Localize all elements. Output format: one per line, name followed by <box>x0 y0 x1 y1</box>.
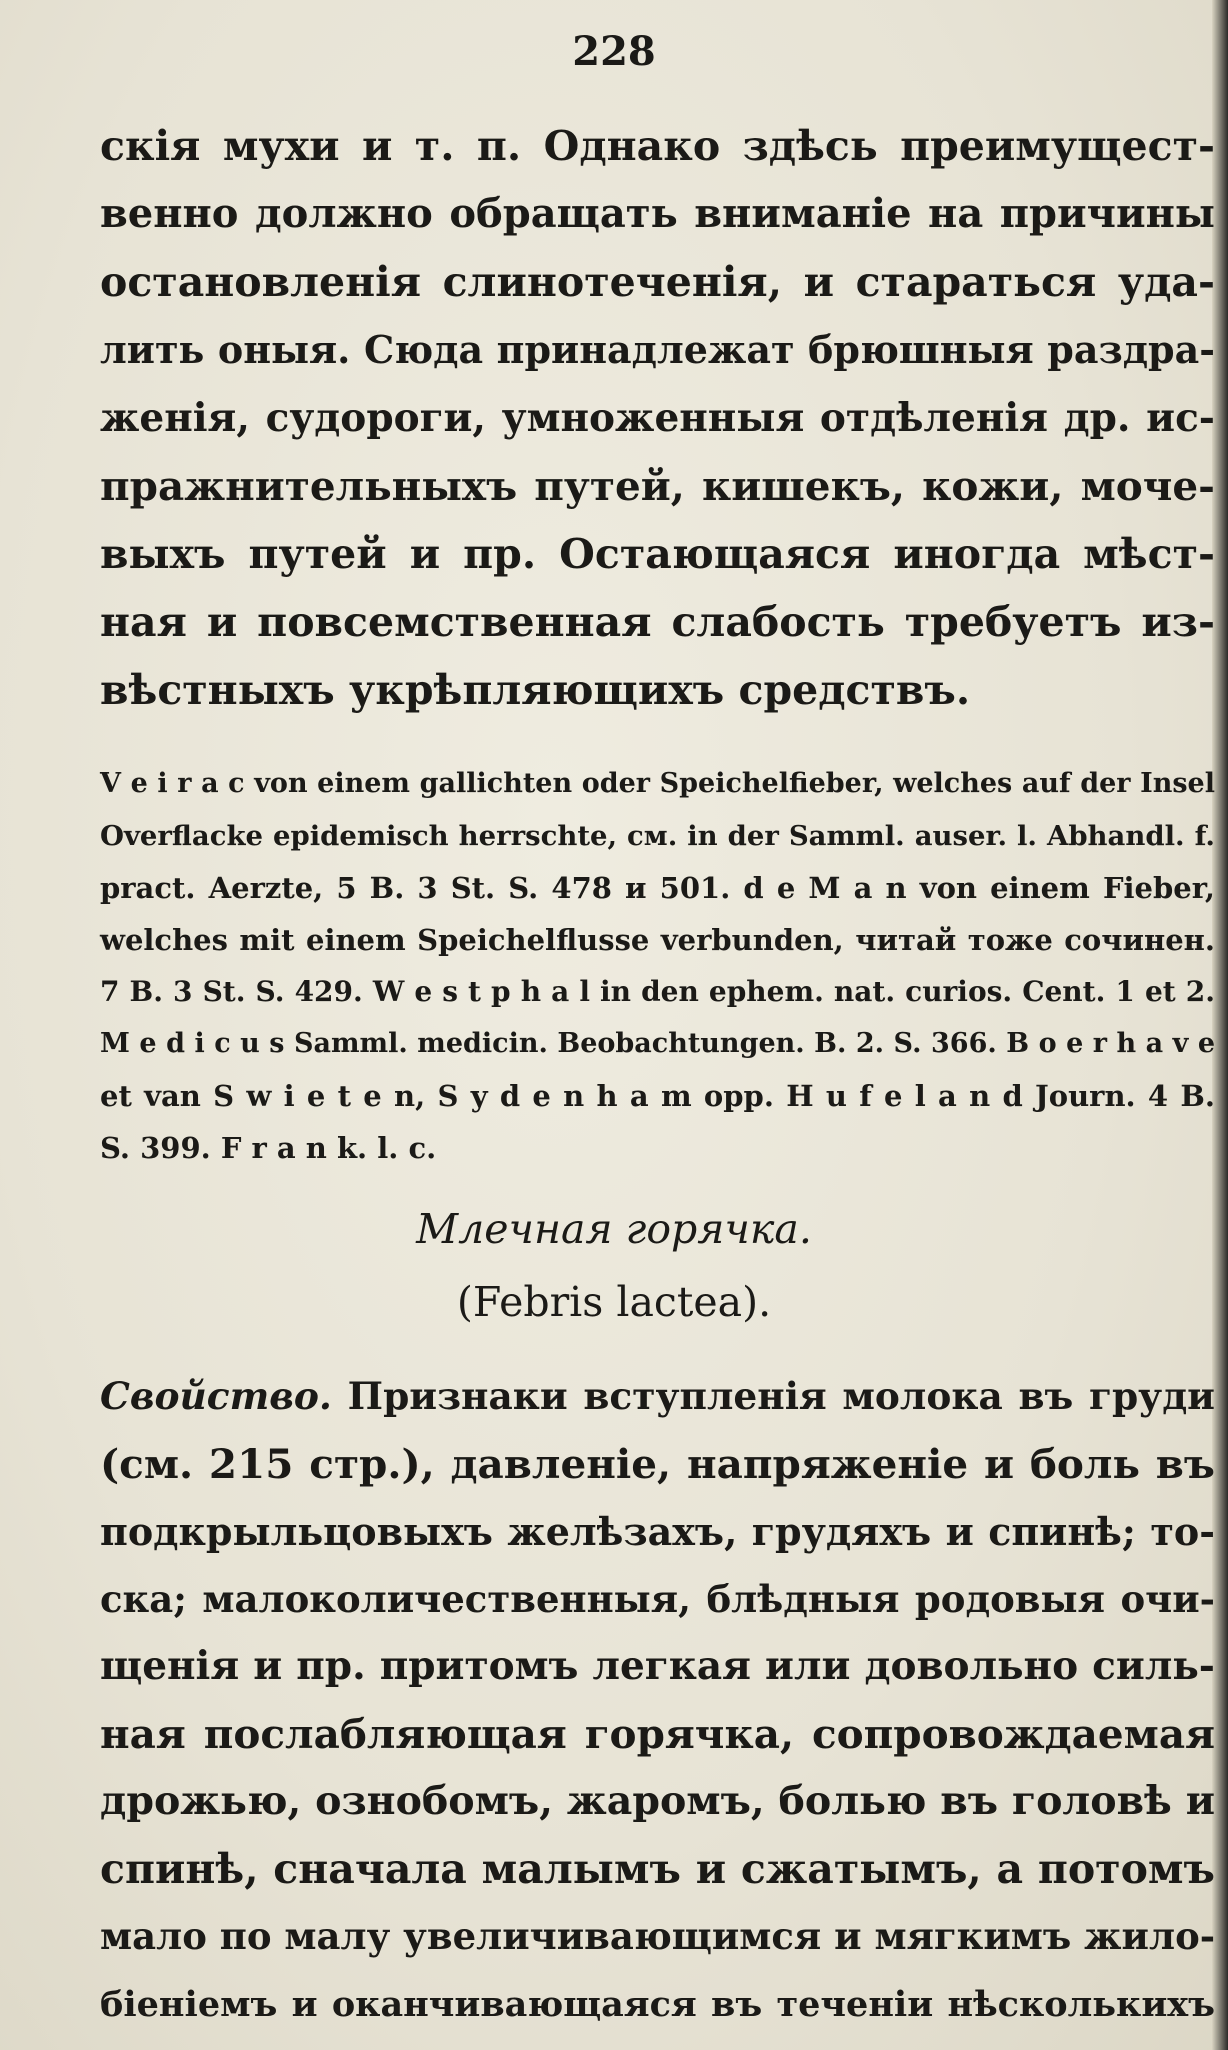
text-line: ска; малоколичественныя, блѣдныя родовыя очи- <box>100 1576 1215 1621</box>
section-heading: Млечная горячка. <box>416 1205 812 1253</box>
text-line: ная и повсемственная слабость требуетъ из- <box>100 598 1215 646</box>
reference-line: et van S w i e t e n, S y d e n h a m opp. H u f e l a n d Journ. 4 B. <box>100 1079 1215 1113</box>
text-line: (см. 215 стр.), давленіе, напряженіе и боль въ <box>100 1439 1215 1488</box>
body-paragraph <box>100 112 1215 724</box>
reference-line: V e i r a c von einem gallichten oder Speichelfieber, welches auf der Insel <box>100 768 1215 799</box>
text-line-rest: Признаки вступленія молока въ груди <box>331 1374 1215 1418</box>
text-line: лить оныя. Сюда принадлежат брюшныя раздра- <box>100 327 1215 372</box>
text-line: пражнительныхъ путей, кишекъ, кожи, моче- <box>100 462 1215 510</box>
text-line: вѣстныхъ укрѣпляющихъ средствъ. <box>100 666 971 714</box>
text-line: спинѣ, сначала малымъ и сжатымъ, а потомъ <box>100 1844 1215 1893</box>
text-line: щенія и пр. притомъ легкая или довольно силь- <box>100 1643 1215 1689</box>
reference-line: welches mit einem Speichelflusse verbunden, читай тоже сочинен. <box>100 923 1215 957</box>
text-line: женія, судороги, умноженныя отдѣленія др. ис- <box>100 395 1215 441</box>
text-line: ная послабляющая горячка, сопровождаемая <box>100 1709 1215 1758</box>
reference-line: S. 399. F r a n k. l. c. <box>100 1131 437 1165</box>
reference-line: Overflacke epidemisch herrschte, см. in der Samml. auser. l. Abhandl. f. <box>100 820 1215 852</box>
text-line: выхъ путей и пр. Остающаяся иногда мѣст- <box>100 530 1215 578</box>
text-line: дрожью, ознобомъ, жаромъ, болью въ головѣ и <box>100 1778 1215 1824</box>
section-label: Свойство. <box>100 1374 332 1418</box>
reference-line: M e d i c u s Samml. medicin. Beobachtungen. B. 2. S. 366. B o e r h a v e <box>100 1028 1215 1059</box>
text-line: подкрыльцовыхъ желѣзахъ, грудяхъ и спинѣ; то- <box>100 1509 1215 1554</box>
section-subheading: (Febris lactea). <box>456 1278 772 1326</box>
text-line: мало по малу увеличивающимся и мягкимъ жило- <box>100 1914 1216 1958</box>
reference-line: 7 B. 3 St. S. 429. W e s t p h a l in den ephem. nat. curios. Cent. 1 et 2. <box>100 975 1215 1008</box>
text-line: остановленія слинотеченія, и стараться уда- <box>100 258 1215 306</box>
text-line: венно должно обращать вниманіе на причины <box>100 190 1215 237</box>
text-line: скія мухи и т. п. Однако здѣсь преимущест- <box>100 122 1215 170</box>
text-line <box>100 1363 1215 1431</box>
reference-note <box>100 758 1215 1174</box>
page-number: 228 <box>572 28 656 75</box>
text-line: біеніемъ и оканчивающаяся въ теченіи нѣсколькихъ <box>100 1983 1215 2025</box>
reference-line: pract. Aerzte, 5 B. 3 St. S. 478 и 501. d e M a n von einem Fieber, <box>100 871 1215 905</box>
section-paragraph <box>100 1363 1215 2038</box>
